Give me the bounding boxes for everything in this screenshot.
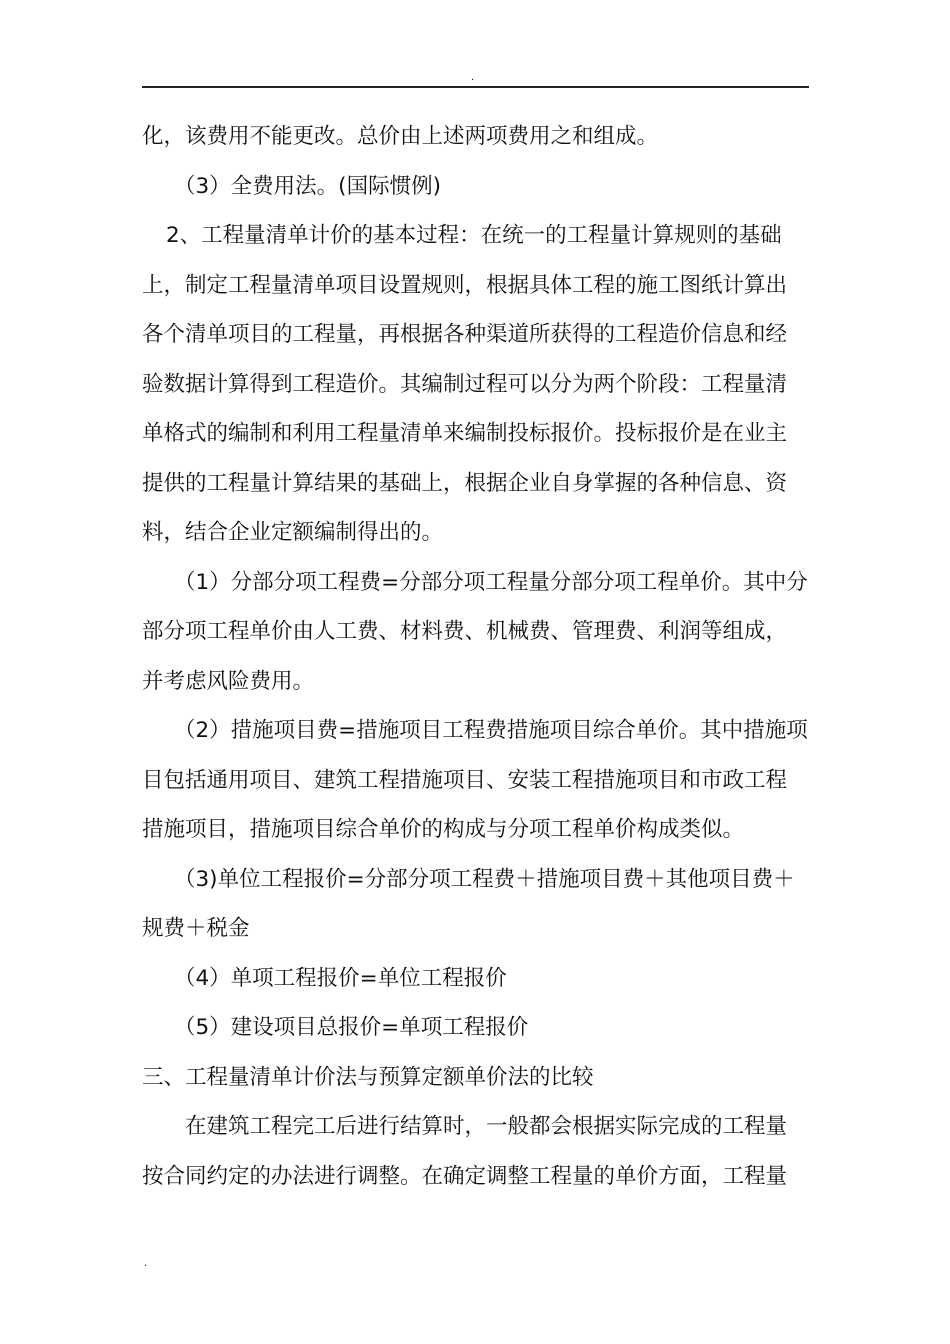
text-line: 各个清单项目的工程量，再根据各种渠道所获得的工程造价信息和经 [142, 322, 788, 347]
text-line: 按合同约定的办法进行调整。在确定调整工程量的单价方面，工程量 [142, 1163, 788, 1189]
text-line: 并考虑风险费用。 [142, 668, 315, 694]
text-line: 目包括通用项目、建筑工程措施项目、安装工程措施项目和市政工程 [142, 767, 788, 793]
text-line: （2）措施项目费=措施项目工程费措施项目综合单价。其中措施项 [174, 718, 808, 743]
document-body [142, 112, 809, 1201]
text-line: （3）全费用法。(国际惯例) [174, 173, 441, 199]
text-line: （3)单位工程报价=分部分项工程费＋措施项目费＋其他项目费＋ [174, 866, 795, 892]
text-line: 在建筑工程完工后进行结算时，一般都会根据实际完成的工程量 [185, 1114, 788, 1139]
section-heading: 三、工程量清单计价法与预算定额单价法的比较 [142, 1064, 594, 1090]
text-line: 提供的工程量计算结果的基础上，根据企业自身掌握的各种信息、资 [142, 470, 788, 496]
text-line: 单格式的编制和利用工程量清单来编制投标报价。投标报价是在业主 [142, 421, 788, 446]
text-line: 料，结合企业定额编制得出的。 [142, 520, 444, 545]
text-line: 2、工程量清单计价的基本过程：在统一的工程量计算规则的基础 [166, 223, 782, 248]
text-line: 部分项工程单价由人工费、材料费、机械费、管理费、利润等组成， [142, 619, 788, 644]
text-line: （5）建设项目总报价=单项工程报价 [174, 1015, 529, 1040]
text-line: 规费＋税金 [142, 916, 250, 941]
text-line: 措施项目，措施项目综合单价的构成与分项工程单价构成类似。 [142, 817, 745, 842]
text-line: 验数据计算得到工程造价。其编制过程可以分为两个阶段：工程量清 [142, 371, 788, 397]
footer-mark: . [144, 1258, 148, 1269]
text-line: （4）单项工程报价=单位工程报价 [174, 965, 507, 991]
text-line: 上，制定工程量清单项目设置规则，根据具体工程的施工图纸计算出 [142, 272, 788, 298]
header-mark: . [471, 72, 475, 83]
text-line: （1）分部分项工程费=分部分项工程量分部分项工程单价。其中分 [174, 569, 808, 595]
text-line: 化，该费用不能更改。总价由上述两项费用之和组成。 [142, 124, 659, 149]
header-rule [142, 86, 809, 88]
